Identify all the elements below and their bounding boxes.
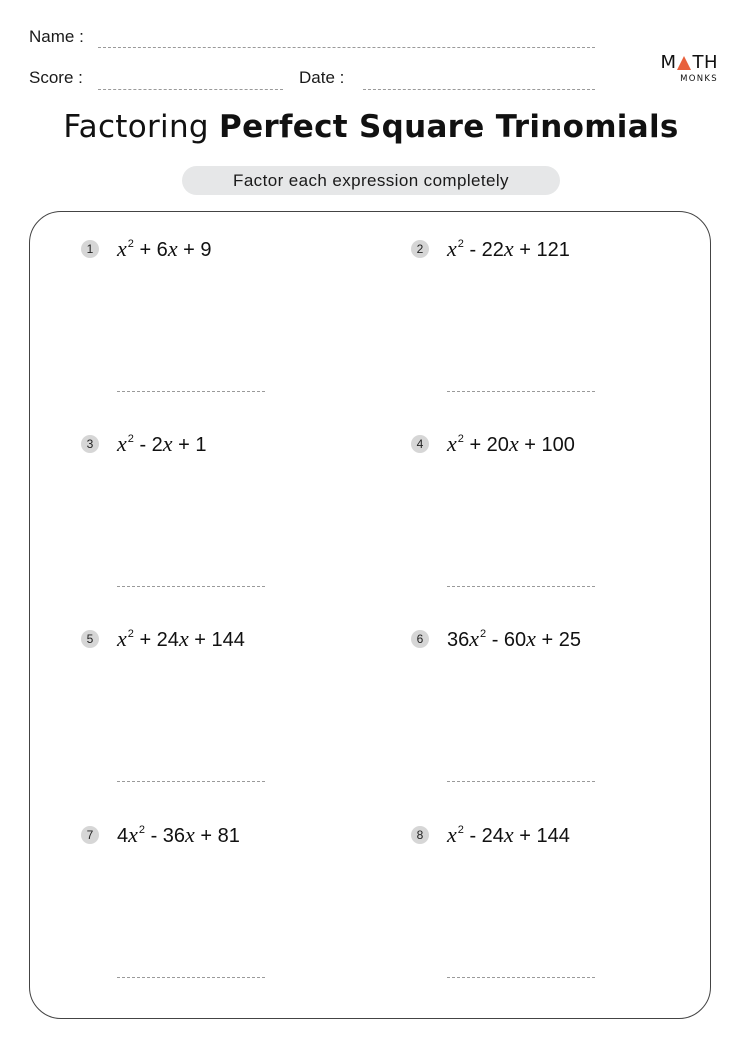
answer-line[interactable] xyxy=(117,391,265,392)
answer-line[interactable] xyxy=(117,977,265,978)
logo-wordmark xyxy=(652,54,718,72)
problem-number-badge: 5 xyxy=(81,630,99,648)
problem-3 xyxy=(81,431,381,625)
date-label: Date : xyxy=(299,68,345,87)
problem-4 xyxy=(411,431,711,625)
problem-8 xyxy=(411,822,711,1016)
triangle-icon xyxy=(677,56,691,70)
problem-expression: $4x^2 - 36x + 81$ xyxy=(117,822,240,847)
logo-letter-m: M xyxy=(660,52,677,73)
problem-expression: $x^2 - 24x + 144$ xyxy=(447,822,570,847)
problem-expression: $36x^2 - 60x + 25$ xyxy=(447,626,581,651)
name-input-line[interactable] xyxy=(98,47,595,48)
answer-line[interactable] xyxy=(447,586,595,587)
problem-number-badge: 8 xyxy=(411,826,429,844)
problem-number-badge: 7 xyxy=(81,826,99,844)
math-monks-logo xyxy=(652,54,718,84)
problem-expression: $x^2 - 2x + 1$ xyxy=(117,431,207,456)
problem-5 xyxy=(81,626,381,820)
score-label: Score : xyxy=(29,68,83,87)
answer-line[interactable] xyxy=(447,391,595,392)
problem-7 xyxy=(81,822,381,1016)
logo-letters-th: TH xyxy=(692,52,718,73)
answer-line[interactable] xyxy=(447,781,595,782)
title-light: Factoring xyxy=(63,109,209,145)
score-input-line[interactable] xyxy=(98,89,283,90)
problem-expression: $x^2 + 24x + 144$ xyxy=(117,626,245,651)
name-label: Name : xyxy=(29,27,84,46)
answer-line[interactable] xyxy=(117,781,265,782)
problem-6 xyxy=(411,626,711,820)
problem-expression: $x^2 + 20x + 100$ xyxy=(447,431,575,456)
problem-number-badge: 1 xyxy=(81,240,99,258)
worksheet-title xyxy=(0,109,742,145)
problem-expression: $x^2 + 6x + 9$ xyxy=(117,236,212,261)
problem-number-badge: 3 xyxy=(81,435,99,453)
instruction-badge: Factor each expression completely xyxy=(182,166,560,195)
problem-number-badge: 4 xyxy=(411,435,429,453)
problem-expression: $x^2 - 22x + 121$ xyxy=(447,236,570,261)
problem-1 xyxy=(81,236,381,430)
problem-number-badge: 2 xyxy=(411,240,429,258)
answer-line[interactable] xyxy=(447,977,595,978)
answer-line[interactable] xyxy=(117,586,265,587)
problem-number-badge: 6 xyxy=(411,630,429,648)
problem-2 xyxy=(411,236,711,430)
logo-subtitle: MONKS xyxy=(680,74,718,84)
date-input-line[interactable] xyxy=(363,89,595,90)
title-bold: Perfect Square Trinomials xyxy=(219,109,679,145)
